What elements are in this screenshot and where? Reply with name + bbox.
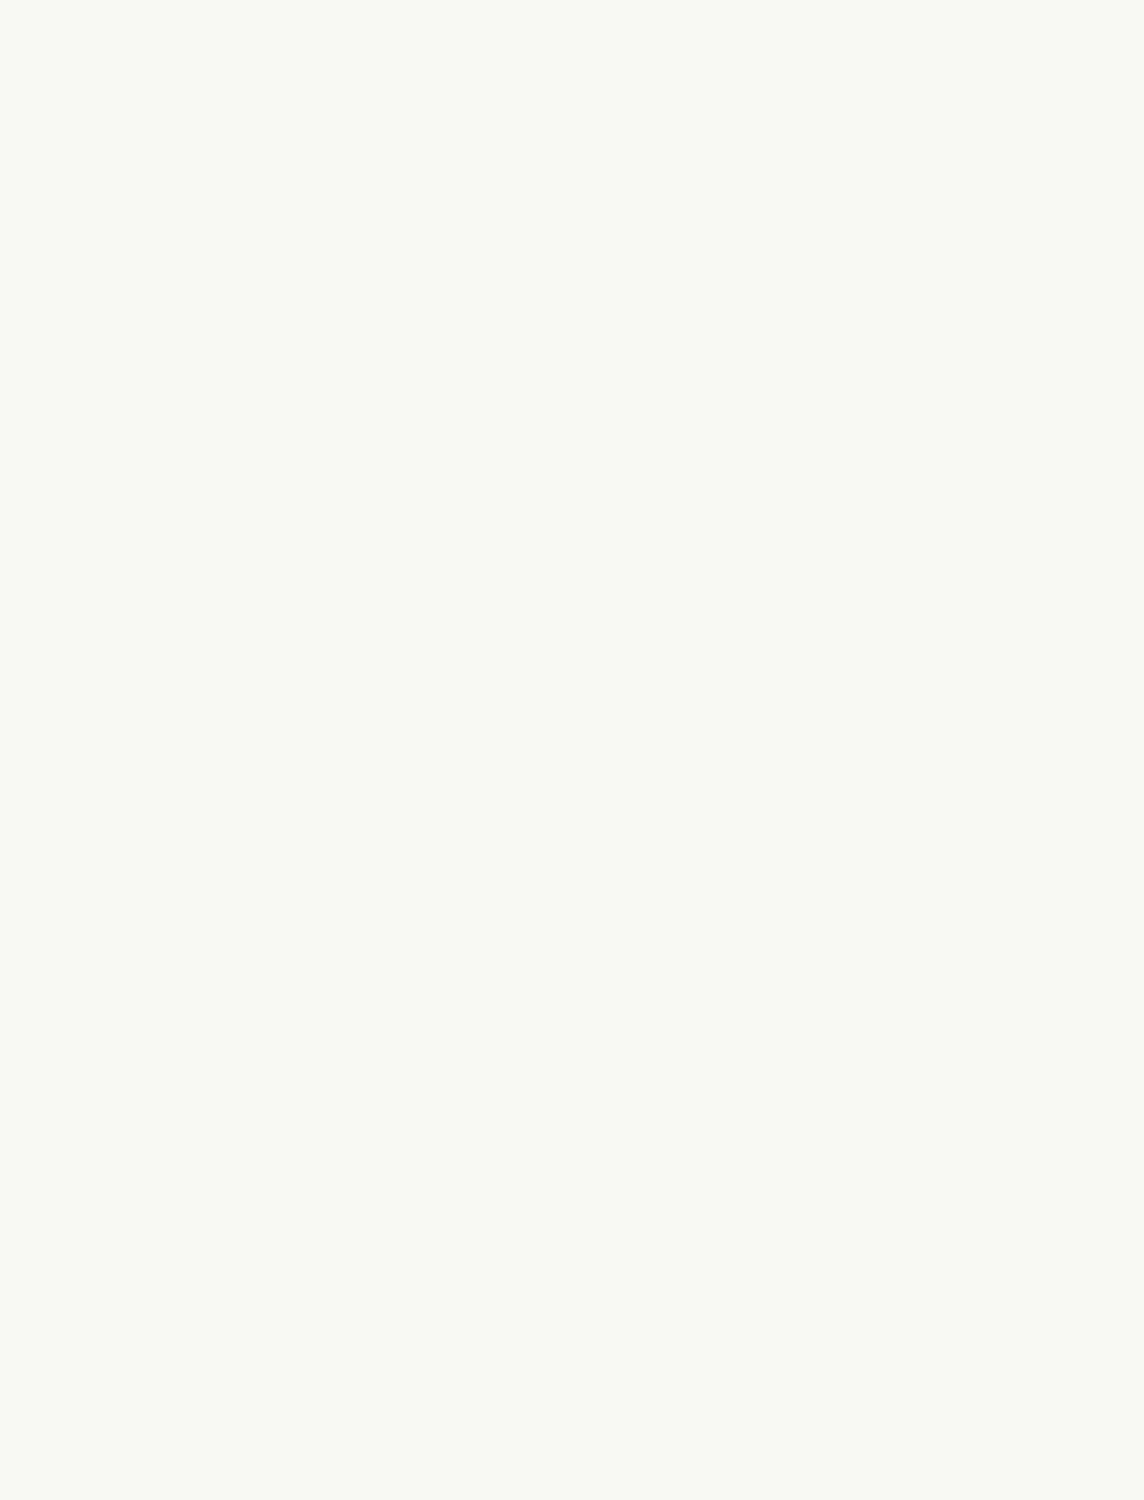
body-text: [168, 118, 1008, 130]
